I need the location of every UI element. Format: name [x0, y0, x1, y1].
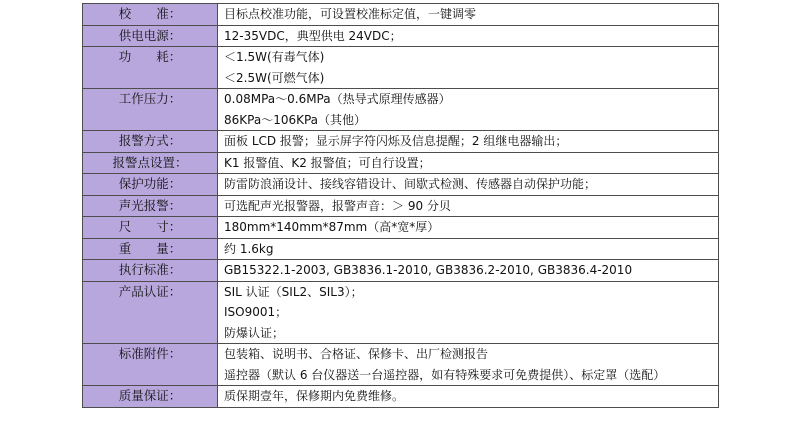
spec-value-line: 180mm*140mm*87mm（高*宽*厚） — [224, 220, 440, 234]
spec-value-line: 86KPa～106KPa（其他） — [224, 112, 367, 127]
spec-value — [218, 281, 719, 344]
spec-value-line: 遥控器（默认 6 台仪器送一台遥控器，如有特殊要求可免费提供）、标定罩（选配） — [224, 367, 666, 382]
spec-label: 工作压力： — [83, 89, 218, 131]
spec-value — [218, 217, 719, 239]
spec-label: 重 量： — [83, 238, 218, 260]
spec-row — [83, 174, 719, 196]
spec-value — [218, 344, 719, 386]
spec-value-line: 可选配声光报警器，报警声音：＞ 90 分贝 — [224, 198, 451, 213]
spec-value — [218, 174, 719, 196]
spec-label: 产品认证： — [83, 281, 218, 344]
spec-value — [218, 238, 719, 260]
spec-value-line: 12-35VDC，典型供电 24VDC； — [224, 28, 402, 43]
spec-label: 功 耗： — [83, 47, 218, 89]
spec-value-line: ＜1.5W(有毒气体) — [224, 50, 325, 64]
spec-row — [83, 260, 719, 282]
spec-table-body — [83, 4, 719, 408]
spec-label: 声光报警： — [83, 195, 218, 217]
spec-value-line: 约 1.6kg — [224, 241, 274, 256]
spec-row — [83, 238, 719, 260]
spec-value-line: ＜2.5W(可燃气体) — [224, 70, 325, 85]
spec-value — [218, 4, 719, 26]
spec-value-line: 0.08MPa～0.6MPa（热导式原理传感器） — [224, 92, 451, 106]
spec-value-line: ISO9001； — [224, 305, 288, 319]
spec-value-line: 防雷防浪涌设计、接线容错设计、间歇式检测、传感器自动保护功能； — [224, 177, 597, 191]
spec-label: 执行标准： — [83, 260, 218, 282]
spec-label: 校 准： — [83, 4, 218, 26]
spec-label: 标准附件： — [83, 344, 218, 386]
spec-row — [83, 195, 719, 217]
spec-value — [218, 260, 719, 282]
spec-table — [82, 3, 719, 408]
spec-value-line: 目标点校准功能，可设置校准标定值，一键调零 — [224, 7, 477, 21]
spec-value — [218, 386, 719, 408]
spec-value — [218, 195, 719, 217]
spec-value-line: K1 报警值、K2 报警值；可自行设置； — [224, 155, 431, 170]
spec-value-line: 包装箱、说明书、合格证、保修卡、出厂检测报告 — [224, 347, 489, 361]
spec-value-line: GB15322.1-2003, GB3836.1-2010, GB3836.2-2010, GB3836.4-2010 — [224, 263, 633, 277]
spec-row — [83, 281, 719, 344]
spec-row — [83, 131, 719, 153]
spec-value-line: SIL 认证（SIL2、SIL3）； — [224, 284, 363, 299]
spec-value — [218, 47, 719, 89]
spec-label: 保护功能： — [83, 174, 218, 196]
spec-value — [218, 25, 719, 47]
spec-row — [83, 217, 719, 239]
spec-label: 尺 寸： — [83, 217, 218, 239]
spec-value — [218, 89, 719, 131]
spec-row — [83, 89, 719, 131]
spec-row — [83, 344, 719, 386]
spec-value-line: 面板 LCD 报警；显示屏字符闪烁及信息提醒；2 组继电器输出； — [224, 134, 568, 148]
spec-row — [83, 25, 719, 47]
spec-value — [218, 131, 719, 153]
spec-label: 供电电源： — [83, 25, 218, 47]
spec-value-line: 防爆认证； — [224, 325, 285, 340]
spec-value-line: 质保期壹年，保修期内免费维修。 — [224, 389, 405, 403]
spec-label: 报警点设置： — [83, 152, 218, 174]
spec-row — [83, 47, 719, 89]
spec-row — [83, 386, 719, 408]
spec-label: 报警方式： — [83, 131, 218, 153]
spec-row — [83, 152, 719, 174]
spec-row — [83, 4, 719, 26]
spec-value — [218, 152, 719, 174]
spec-label: 质量保证： — [83, 386, 218, 408]
